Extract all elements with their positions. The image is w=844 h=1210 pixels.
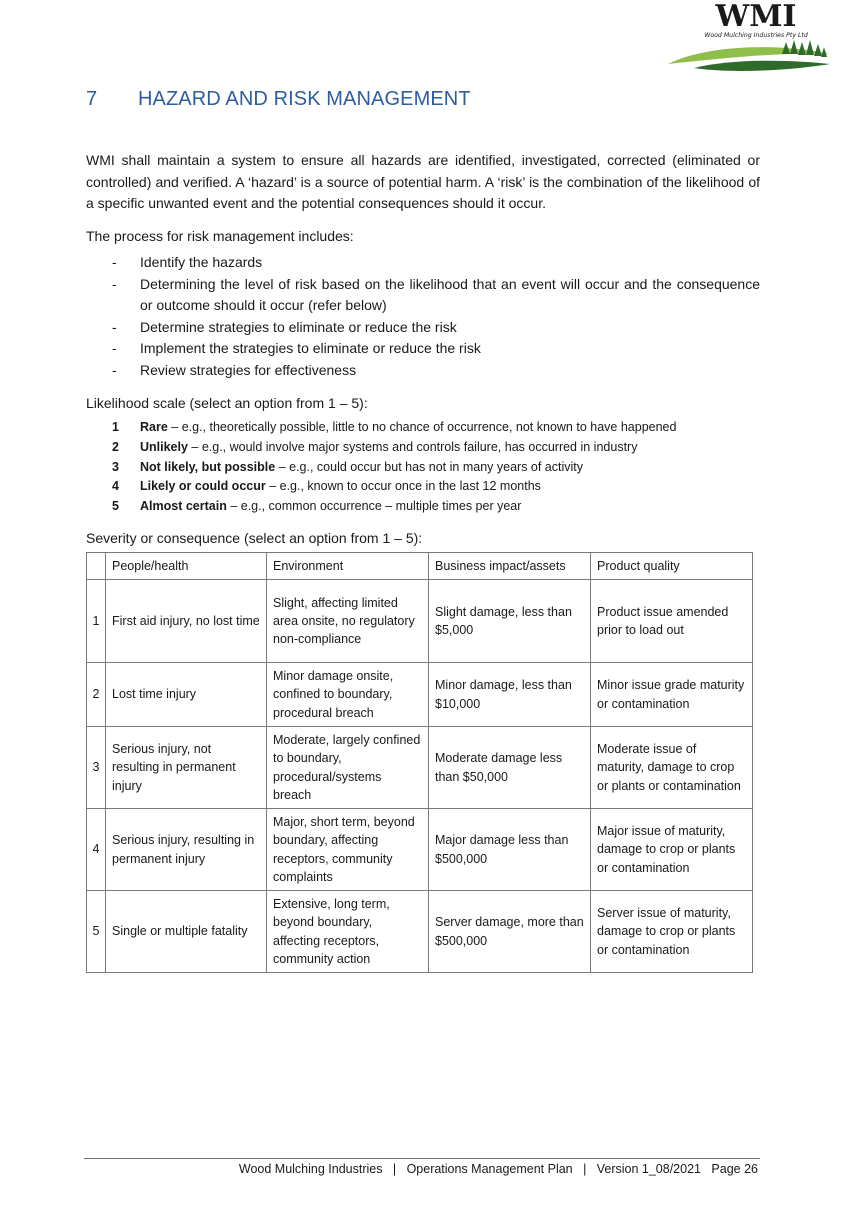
likelihood-item: [112, 438, 772, 458]
likelihood-item: [112, 458, 772, 478]
likelihood-number: 3: [112, 459, 119, 474]
table-cell: Major issue of maturity, damage to crop or plants or contamination: [591, 809, 753, 891]
likelihood-item: [112, 418, 772, 438]
table-cell: Slight damage, less than $5,000: [429, 580, 591, 663]
process-intro: The process for risk management includes:: [86, 228, 354, 244]
likelihood-desc: – e.g., could occur but has not in many years of activity: [275, 459, 584, 474]
company-logo: [664, 2, 834, 76]
likelihood-label: Not likely, but possible: [140, 459, 276, 474]
table-cell: 4: [87, 809, 106, 891]
logo-hill-dark: [694, 61, 830, 71]
severity-table: [86, 552, 753, 973]
likelihood-item: [112, 477, 772, 497]
list-item: - Review strategies for effectiveness: [112, 360, 760, 382]
table-row: [87, 891, 753, 973]
list-item: - Determining the level of risk based on the likelihood that an event will occur and the consequence or outcome should it occur (refer below): [112, 274, 760, 317]
table-cell: Serious injury, not resulting in permanent injury: [106, 727, 267, 809]
table-cell: Slight, affecting limited area onsite, no regulatory non-compliance: [267, 580, 429, 663]
section-number: 7: [86, 88, 98, 110]
table-cell: Lost time injury: [106, 663, 267, 727]
section-heading: [86, 88, 471, 111]
likelihood-label: Rare: [140, 420, 168, 434]
severity-title: Severity or consequence (select an option from 1 – 5):: [86, 530, 423, 546]
table-cell: 1: [87, 580, 106, 663]
footer-version: Version 1_08/2021: [596, 1162, 701, 1176]
likelihood-item: [112, 497, 772, 517]
table-header-row: [87, 553, 753, 580]
likelihood-label: Unlikely: [140, 439, 188, 454]
likelihood-list: [112, 418, 772, 517]
table-cell: Product issue amended prior to load out: [591, 580, 753, 663]
likelihood-number: 5: [112, 499, 119, 514]
table-cell: Major, short term, beyond boundary, affecting receptors, community complaints: [267, 809, 429, 891]
table-header-cell: Environment: [267, 553, 429, 580]
list-item: - Implement the strategies to eliminate or reduce the risk: [112, 338, 760, 360]
list-item: - Identify the hazards: [112, 252, 760, 274]
likelihood-desc: – e.g., common occurrence – multiple times per year: [226, 499, 522, 514]
likelihood-label: Likely or could occur: [140, 479, 266, 494]
table-cell: Minor damage, less than $10,000: [429, 663, 591, 727]
table-cell: Minor damage onsite, confined to boundary, procedural breach: [267, 663, 429, 727]
table-cell: 5: [87, 891, 106, 973]
logo-graphic: [664, 2, 834, 76]
table-row: [87, 663, 753, 727]
footer-divider: [84, 1158, 760, 1159]
footer-separator: |: [392, 1162, 397, 1176]
likelihood-desc: – e.g., known to occur once in the last 12 months: [265, 479, 541, 494]
logo-tagline: Wood Mulching Industries Pty Ltd: [704, 32, 808, 39]
likelihood-number: 1: [112, 420, 119, 434]
table-row: [87, 809, 753, 891]
list-item: - Determine strategies to eliminate or reduce the risk: [112, 317, 760, 339]
table-cell: Extensive, long term, beyond boundary, affecting receptors, community action: [267, 891, 429, 973]
table-cell: Minor issue grade maturity or contamination: [591, 663, 753, 727]
likelihood-number: 2: [112, 439, 119, 454]
logo-wordmark: WMI: [715, 2, 797, 34]
likelihood-desc: – e.g., theoretically possible, little to no chance of occurrence, not known to have happened: [167, 420, 677, 434]
table-header-cell: Product quality: [591, 553, 753, 580]
table-cell: Major damage less than $500,000: [429, 809, 591, 891]
table-row: [87, 727, 753, 809]
footer-separator: |: [583, 1162, 587, 1176]
table-header-cell: Business impact/assets: [429, 553, 591, 580]
intro-paragraph: WMI shall maintain a system to ensure all hazards are identified, investigated, corrected (eliminated or controlled) and verified. A ‘hazard’ is a source of potential harm. A ‘risk’ is the combination of the likelihood of a specific unwanted event and the potential consequences should it occur.: [86, 152, 760, 211]
table-cell: Moderate issue of maturity, damage to crop or plants or contamination: [591, 727, 753, 809]
table-cell: 2: [87, 663, 106, 727]
table-cell: 3: [87, 727, 106, 809]
table-cell: Server damage, more than $500,000: [429, 891, 591, 973]
table-cell: Moderate, largely confined to boundary, procedural/systems breach: [267, 727, 429, 809]
table-cell: Single or multiple fatality: [106, 891, 267, 973]
table-row: [87, 580, 753, 663]
likelihood-desc: – e.g., would involve major systems and controls failure, has occurred in industry: [187, 439, 638, 454]
section-title: HAZARD AND RISK MANAGEMENT: [138, 88, 471, 110]
table-header-cell: [87, 553, 106, 580]
table-cell: First aid injury, no lost time: [106, 580, 267, 663]
table-cell: Serious injury, resulting in permanent injury: [106, 809, 267, 891]
likelihood-title: Likelihood scale (select an option from 1 – 5):: [86, 395, 368, 411]
footer-document: Operations Management Plan: [406, 1162, 573, 1176]
page-footer: [239, 1162, 758, 1176]
process-steps-list: [112, 252, 760, 381]
footer-page-number: Page 26: [711, 1162, 758, 1176]
table-header-cell: People/health: [106, 553, 267, 580]
footer-company: Wood Mulching Industries: [238, 1162, 383, 1176]
likelihood-number: 4: [112, 479, 119, 494]
table-cell: Server issue of maturity, damage to crop or plants or contamination: [591, 891, 753, 973]
likelihood-label: Almost certain: [140, 499, 227, 514]
table-cell: Moderate damage less than $50,000: [429, 727, 591, 809]
